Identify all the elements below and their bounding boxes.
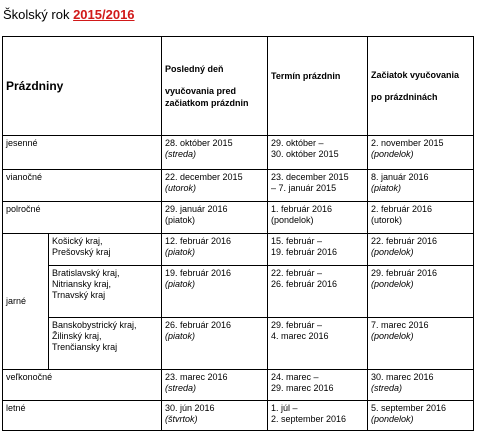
header-term: Termín prázdnin [268, 37, 368, 136]
last-day-cell: 12. február 2016 (piatok) [162, 234, 268, 266]
term-cell: 1. júl – 2. september 2016 [268, 401, 368, 431]
region-cell: Košický kraj, Prešovský kraj [49, 234, 162, 266]
row-jarne-3 [3, 318, 474, 370]
start-cell: 5. september 2016 (pondelok) [368, 401, 474, 431]
row-letne [3, 401, 474, 431]
holiday-name: jesenné [3, 136, 162, 170]
term-cell: 29. október – 30. október 2015 [268, 136, 368, 170]
holiday-table [2, 36, 474, 431]
header-last-day: Posledný deň vyučovania pred začiatkom prázdnin [162, 37, 268, 136]
start-cell: 2. február 2016 (utorok) [368, 202, 474, 234]
row-polrocne [3, 202, 474, 234]
holiday-name: jarné [3, 234, 49, 370]
last-day-cell: 30. jún 2016 (štvrtok) [162, 401, 268, 431]
header-start: Začiatok vyučovania po prázdninách [368, 37, 474, 136]
region-cell: Bratislavský kraj, Nitriansky kraj, Trnavský kraj [49, 266, 162, 318]
last-day-cell: 29. január 2016 (piatok) [162, 202, 268, 234]
term-cell: 29. február – 4. marec 2016 [268, 318, 368, 370]
term-cell: 15. február – 19. február 2016 [268, 234, 368, 266]
title-prefix: Školský rok [3, 7, 74, 22]
term-cell: 23. december 2015 – 7. január 2015 [268, 170, 368, 202]
holiday-name: vianočné [3, 170, 162, 202]
header-prazdniny: Prázdniny [3, 37, 162, 136]
last-day-cell: 22. december 2015 (utorok) [162, 170, 268, 202]
row-jesenne [3, 136, 474, 170]
last-day-cell: 23. marec 2016 (streda) [162, 370, 268, 401]
term-cell: 1. február 2016 (pondelok) [268, 202, 368, 234]
document-title [3, 6, 135, 24]
start-cell: 22. február 2016 (pondelok) [368, 234, 474, 266]
start-cell: 30. marec 2016 (streda) [368, 370, 474, 401]
term-cell: 22. február – 26. február 2016 [268, 266, 368, 318]
start-cell: 2. november 2015 (pondelok) [368, 136, 474, 170]
region-cell: Banskobystrický kraj, Žilinský kraj, Trenčiansky kraj [49, 318, 162, 370]
start-cell: 7. marec 2016 (pondelok) [368, 318, 474, 370]
title-year: 2015/2016 [73, 7, 135, 22]
term-cell: 24. marec – 29. marec 2016 [268, 370, 368, 401]
header-row [3, 37, 474, 136]
row-jarne-1 [3, 234, 474, 266]
start-cell: 8. január 2016 (piatok) [368, 170, 474, 202]
last-day-cell: 26. február 2016 (piatok) [162, 318, 268, 370]
row-vianocne [3, 170, 474, 202]
row-jarne-2 [3, 266, 474, 318]
last-day-cell: 28. október 2015 (streda) [162, 136, 268, 170]
row-velkonocne [3, 370, 474, 401]
holiday-name: veľkonočné [3, 370, 162, 401]
last-day-cell: 19. február 2016 (piatok) [162, 266, 268, 318]
holiday-name: letné [3, 401, 162, 431]
start-cell: 29. február 2016 (pondelok) [368, 266, 474, 318]
holiday-name: polročné [3, 202, 162, 234]
